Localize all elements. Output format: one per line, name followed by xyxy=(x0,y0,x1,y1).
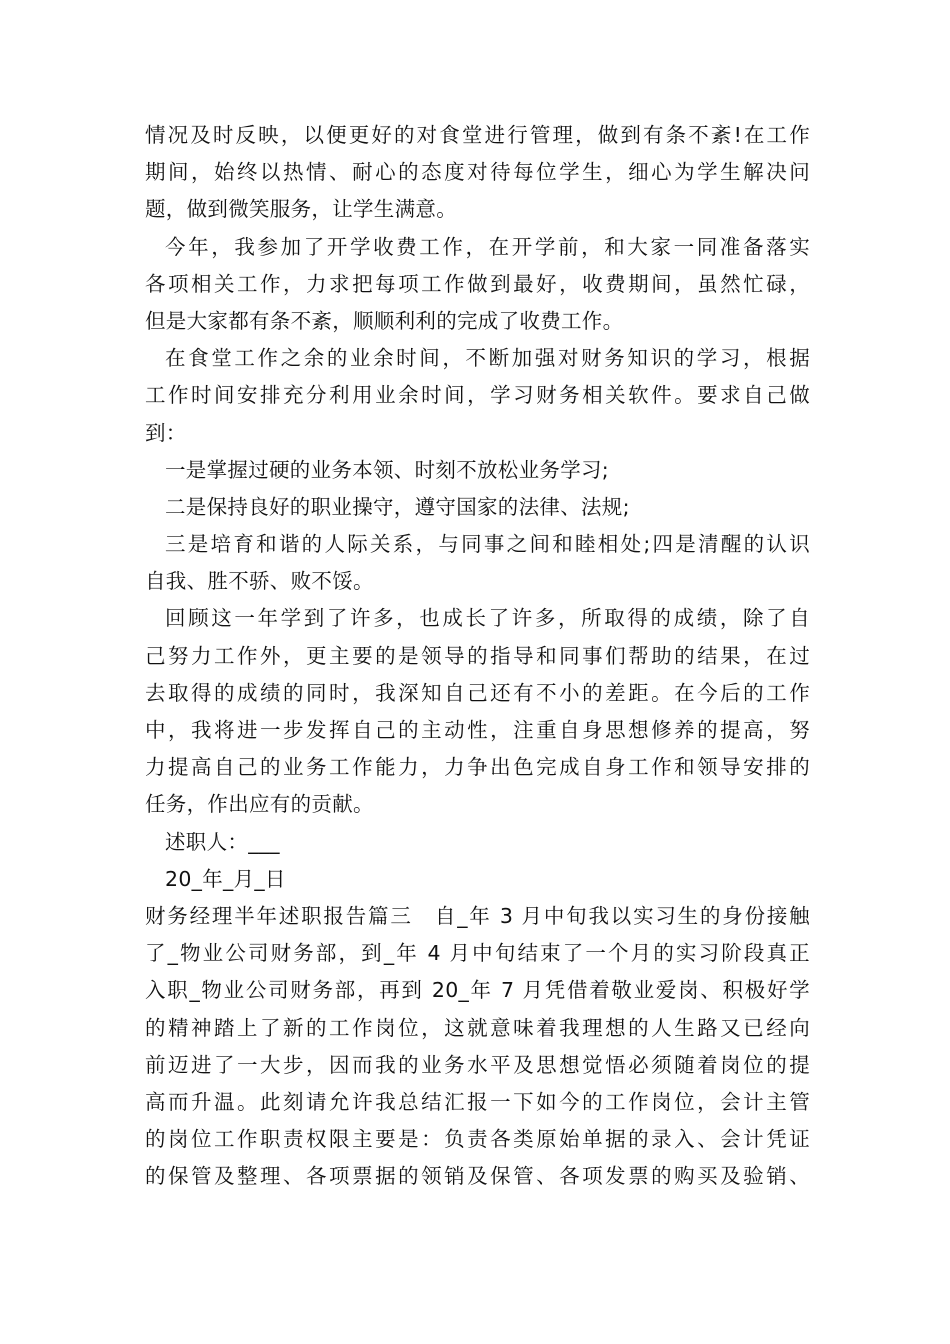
document-body xyxy=(145,117,810,1195)
text-line: 但是大家都有条不紊，顺顺利利的完成了收费工作。 xyxy=(145,308,624,333)
paragraph-first-line: 今年，我参加了开学收费工作，在开学前，和大家一同准备落实 xyxy=(165,234,810,259)
text-line: 期间，始终以热情、耐心的态度对待每位学生，细心为学生解决问 xyxy=(145,160,810,185)
text-line: 自我、胜不骄、败不馁。 xyxy=(145,569,374,594)
text-line: 到： xyxy=(145,420,187,445)
signature-line: 述职人：___ xyxy=(165,829,280,854)
text-line: 入职_物业公司财务部，再到 20_年 7 月凭借着敬业爱岗、积极好学 xyxy=(145,978,810,1003)
paragraph-first-line: 回顾这一年学到了许多，也成长了许多，所取得的成绩，除了自 xyxy=(165,606,810,631)
text-line: 的精神踏上了新的工作岗位，这就意味着我理想的人生路又已经向 xyxy=(145,1015,810,1040)
list-item: 一是掌握过硬的业务本领、时刻不放松业务学习; xyxy=(165,457,610,482)
text-line: 了_物业公司财务部，到_年 4 月中旬结束了一个月的实习阶段真正 xyxy=(145,941,810,966)
text-line: 中，我将进一步发挥自己的主动性，注重自身思想修养的提高，努 xyxy=(145,718,810,742)
text-line: 去取得的成绩的同时，我深知自己还有不小的差距。在今后的工作 xyxy=(145,680,810,705)
text-line: 各项相关工作，力求把每项工作做到最好，收费期间，虽然忙碌， xyxy=(145,271,810,296)
text-line: 的保管及整理、各项票据的领销及保管、各项发票的购买及验销、 xyxy=(145,1164,810,1189)
text-line: 的岗位工作职责权限主要是：负责各类原始单据的录入、会计凭证 xyxy=(145,1127,810,1152)
list-item: 三是培育和谐的人际关系，与同事之间和睦相处;四是清醒的认识 xyxy=(165,532,810,557)
text-line: 任务，作出应有的贡献。 xyxy=(145,792,374,817)
text-line: 高而升温。此刻请允许我总结汇报一下如今的工作岗位，会计主管 xyxy=(145,1089,810,1114)
list-item: 二是保持良好的职业操守，遵守国家的法律、法规; xyxy=(165,494,630,519)
text-line: 前迈进了一大步，因而我的业务水平及思想觉悟必须随着岗位的提 xyxy=(145,1052,810,1077)
paragraph-first-line: 在食堂工作之余的业余时间，不断加强对财务知识的学习，根据 xyxy=(165,346,810,371)
date-line: 20_年_月_日 xyxy=(165,866,286,891)
text-line: 己努力工作外，更主要的是领导的指导和同事们帮助的结果，在过 xyxy=(145,643,810,668)
text-line: 力提高自己的业务工作能力，力争出色完成自身工作和领导安排的 xyxy=(145,755,810,780)
text-line: 情况及时反映，以便更好的对食堂进行管理，做到有条不紊!在工作 xyxy=(145,123,810,147)
text-line: 题，做到微笑服务，让学生满意。 xyxy=(145,197,457,222)
text-line: 工作时间安排充分利用业余时间，学习财务相关软件。要求自己做 xyxy=(145,383,810,408)
section-heading-line: 财务经理半年述职报告篇三 自_年 3 月中旬我以实习生的身份接触 xyxy=(145,903,810,928)
